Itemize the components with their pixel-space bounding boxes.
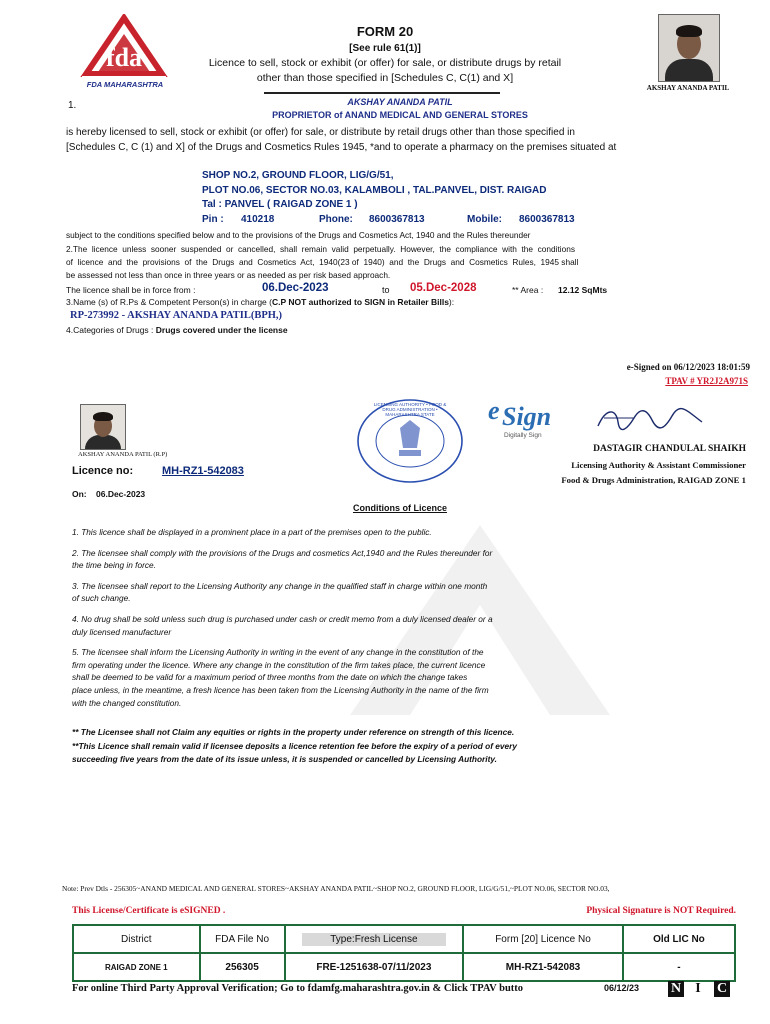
licence-purpose-line2: other than those specified in [Schedules C, C(1) and X] xyxy=(256,72,514,84)
area-value: 12.12 SqMts xyxy=(558,285,608,295)
phone-value: 8600367813 xyxy=(369,214,425,225)
condition-4b: duly licensed manufacturer xyxy=(72,626,172,637)
handwritten-signature xyxy=(594,404,706,434)
categories-label: 4.Categories of Drugs : xyxy=(66,325,154,335)
form-title: FORM 20 xyxy=(356,24,414,39)
cell-file-no: 256305 xyxy=(200,953,285,981)
condition-5b: firm operating under the licence. Where any change in the constitution of the firm takes place, the current licence xyxy=(72,659,486,670)
to-label: to xyxy=(382,285,390,295)
condition-1: 1. This licence shall be displayed in a prominent place in a part of the premises open to the public. xyxy=(72,527,432,537)
proprietor-line: PROPRIETOR of ANAND MEDICAL AND GENERAL STORES xyxy=(272,110,528,120)
competent-label: 3.Name (s) of R.Ps & Competent Person(s) in charge ( xyxy=(66,297,272,307)
area-label: ** Area : xyxy=(512,285,544,295)
issued-on-date: 06.Dec-2023 xyxy=(96,489,146,499)
condition-5d: place unless, in the meantime, a fresh licence has been taken from the Licensing Authority in the name of the firm xyxy=(72,684,489,695)
validity-line1: 2.The licence unless sooner suspended or cancelled, shall remain valid perpetually. However, the compliance with the conditions xyxy=(66,244,575,254)
footer-date: 06/12/23 xyxy=(604,983,640,993)
valid-to-date: 05.Dec-2028 xyxy=(410,282,477,294)
esign-logo-word: Sign xyxy=(502,402,552,431)
header-file-no: FDA File No xyxy=(200,925,285,953)
licence-no-value: MH-RZ1-542083 xyxy=(162,465,244,477)
signatory-office: Food & Drugs Administration, RAIGAD ZONE 1 xyxy=(561,475,746,485)
esign-logo-e: e xyxy=(488,396,500,425)
note-retention-2: succeeding five years from the date of its issue unless, it is suspended or cancelled by Licensing Authority. xyxy=(72,754,497,764)
condition-2a: 2. The licensee shall comply with the provisions of the Drugs and cosmetics Act,1940 and the Rules thereunder for xyxy=(72,547,493,558)
condition-2b: the time being in force. xyxy=(72,560,156,571)
header-district: District xyxy=(73,925,200,953)
header-old-lic-no: Old LIC No xyxy=(623,925,735,953)
cell-licence-no: MH-RZ1-542083 xyxy=(463,953,623,981)
nic-logo-i: I xyxy=(695,981,701,996)
note-retention-1: **This Licence shall remain valid if licensee deposits a licence retention fee before the expiry of a period of every xyxy=(72,740,517,751)
pin-value: 410218 xyxy=(241,214,275,225)
address-line1: SHOP NO.2, GROUND FLOOR, LIG/G/51, xyxy=(202,170,394,181)
section-number: 1. xyxy=(68,100,77,111)
licence-body-line1: is hereby licensed to sell, stock or exhibit (or offer) for sale, or distribute by retail drugs other than those specified in xyxy=(66,127,575,138)
subject-line: subject to the conditions specified below and to the provisions of the Drugs and Cosmetics Act, 1940 and the Rules thereunder xyxy=(66,230,531,240)
cell-old-lic-no: - xyxy=(623,953,735,981)
pin-label: Pin : xyxy=(202,214,224,225)
force-label: The licence shall be in force from : xyxy=(66,285,196,295)
signatory-name: DASTAGIR CHANDULAL SHAIKH xyxy=(593,444,746,454)
phone-label: Phone: xyxy=(319,214,353,225)
condition-5c: shall be deemed to be valid for a maximum period of three months from the date on which the change takes xyxy=(72,672,468,683)
competent-close: ): xyxy=(448,297,455,307)
table-header-row xyxy=(73,925,735,953)
seal-text: LICENSING AUTHORITY • FOOD & DRUG ADMINISTRATION • MAHARASHTRA STATE xyxy=(373,402,447,417)
address-line2: PLOT NO.06, SECTOR NO.03, KALAMBOLI , TAL.PANVEL, DIST. RAIGAD xyxy=(202,185,547,196)
licensee-photo xyxy=(658,14,720,82)
svg-text:fda: fda xyxy=(105,43,143,72)
licence-notes xyxy=(72,726,672,767)
rule-reference: [See rule 61(1)] xyxy=(349,43,421,54)
rp-photo xyxy=(80,404,126,450)
note-equities: ** The Licensee shall not Claim any equities or rights in the property under reference on strength of this licence. xyxy=(72,727,515,737)
esigned-timestamp: e-Signed on 06/12/2023 18:01:59 xyxy=(626,362,750,372)
physical-signature-note: Physical Signature is NOT Required. xyxy=(586,906,736,916)
table-row xyxy=(73,953,735,981)
drug-categories-line xyxy=(66,325,288,335)
competent-person-line xyxy=(66,297,454,307)
header-type: Type:Fresh License xyxy=(285,925,463,953)
tpav-verification-note: For online Third Party Approval Verification; Go to fdamfg.maharashtra.gov.in & Click TPAV butto xyxy=(72,983,524,994)
esign-logo xyxy=(488,396,578,442)
licensee-name: AKSHAY ANANDA PATIL xyxy=(347,97,453,107)
conditions-title: Conditions of Licence xyxy=(352,503,447,513)
licence-summary-table xyxy=(72,924,736,982)
issued-on-label: On: xyxy=(72,489,87,499)
logo-caption: FDA MAHARASHTRA xyxy=(86,80,164,89)
registered-pharmacist-line: RP-273992 - AKSHAY ANANDA PATIL(BPH,) xyxy=(70,310,283,321)
condition-3b: of such change. xyxy=(72,593,131,604)
condition-4a: 4. No drug shall be sold unless such drug is purchased under cash or credit memo from a duly licensed dealer or a xyxy=(72,613,493,624)
address-line3: Tal : PANVEL ( RAIGAD ZONE 1 ) xyxy=(202,199,358,210)
licence-purpose-line1: Licence to sell, stock or exhibit (or offer) for sale, or distribute drugs by retail xyxy=(208,57,562,69)
cell-type: FRE-1251638-07/11/2023 xyxy=(285,953,463,981)
esign-tagline: Digitally Sign xyxy=(504,432,542,439)
conditions-list xyxy=(72,526,572,709)
mobile-value: 8600367813 xyxy=(519,214,575,225)
nic-logo-c: C xyxy=(714,981,730,997)
fda-maharashtra-logo xyxy=(78,14,170,94)
validity-line2: of licence and the provisions of the Drugs and Cosmetics Act, 1940(23 of 1940) and the Drugs and Cosmetics Rules, 1945 shall xyxy=(66,257,579,267)
rp-photo-caption: AKSHAY ANANDA PATIL (R.P) xyxy=(78,451,168,458)
condition-3a: 3. The licensee shall report to the Licensing Authority any change in the qualified staff in charge within one month xyxy=(72,580,488,591)
photo-caption: AKSHAY ANANDA PATIL xyxy=(646,84,730,92)
header-divider xyxy=(264,92,500,94)
tpav-code[interactable]: TPAV # YR2J2A971S xyxy=(665,376,748,386)
official-seal xyxy=(355,398,465,484)
previous-details-note: Note: Prev Dtls - 256305~ANAND MEDICAL AND GENERAL STORES~AKSHAY ANANDA PATIL~SHOP NO.2, GROUND FLOOR, LIG/G/51,~PLOT NO.06, SECTOR NO.03, xyxy=(62,884,610,893)
mobile-label: Mobile: xyxy=(467,214,502,225)
categories-value: Drugs covered under the license xyxy=(155,325,288,335)
nic-logo-n: N xyxy=(668,981,684,997)
header-licence-no: Form [20] Licence No xyxy=(463,925,623,953)
licence-body-line2: [Schedules C, C (1) and X] of the Drugs and Cosmetics Rules 1945, *and to operate a pharmacy on the premises situated at xyxy=(66,142,617,153)
valid-from-date: 06.Dec-2023 xyxy=(262,282,329,294)
esigned-note: This License/Certificate is eSIGNED . xyxy=(72,906,226,916)
condition-5a: 5. The licensee shall inform the Licensing Authority in writing in the event of any change in the constitution of the xyxy=(72,647,484,658)
condition-5e: with the changed constitution. xyxy=(72,697,182,708)
licence-no-label: Licence no: xyxy=(72,465,134,477)
cell-district: RAIGAD ZONE 1 xyxy=(73,953,200,981)
validity-line3: be assessed not less than once in three years or as needed as per risk based approach. xyxy=(66,270,391,280)
signatory-role: Licensing Authority & Assistant Commissioner xyxy=(571,460,746,470)
competent-note: C.P NOT authorized to SIGN in Retailer Bills xyxy=(271,297,449,307)
